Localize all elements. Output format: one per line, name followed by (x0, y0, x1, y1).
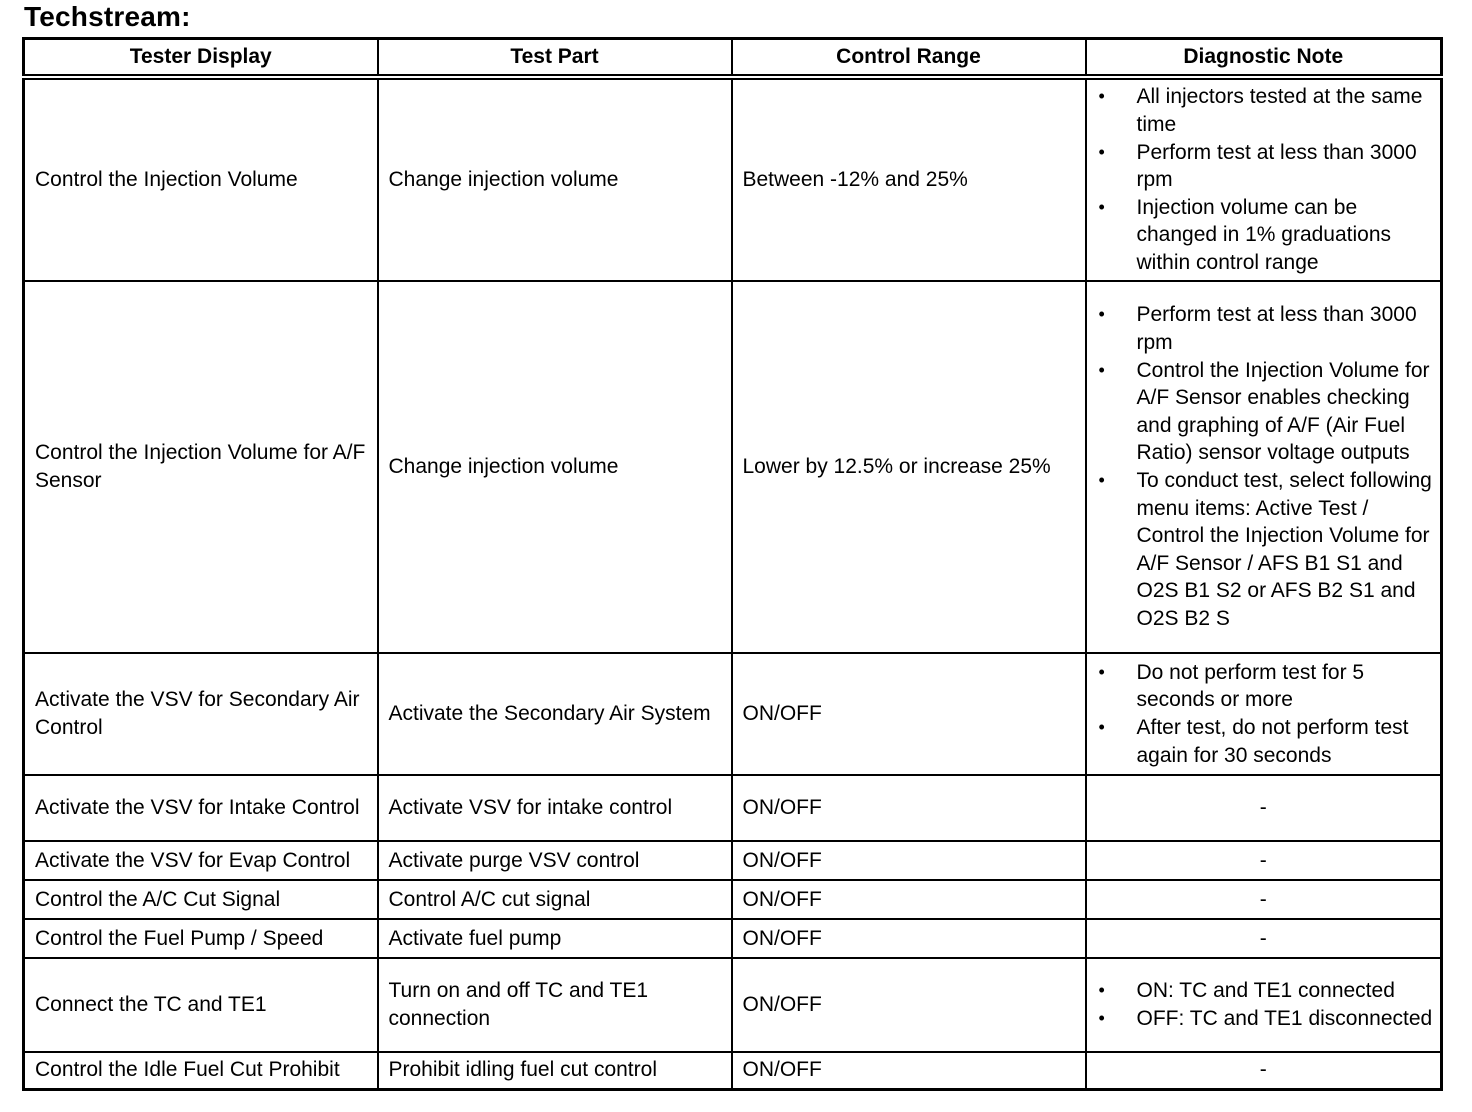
table-row (24, 653, 1442, 775)
cell-tester-display: Control the Fuel Pump / Speed (24, 919, 378, 958)
cell-test-part: Control A/C cut signal (378, 880, 732, 919)
note-item: • Injection volume can be changed in 1% graduations within control range (1097, 194, 1435, 277)
table-row (24, 1052, 1442, 1089)
cell-control-range: Between -12% and 25% (732, 77, 1086, 281)
note-item: • Do not perform test for 5 seconds or more (1097, 659, 1435, 714)
cell-tester-display: Control the Injection Volume for A/F Sensor (24, 281, 378, 653)
cell-diagnostic-note: - (1086, 775, 1442, 841)
table-row (24, 919, 1442, 958)
table-row (24, 775, 1442, 841)
active-test-table (22, 37, 1443, 1091)
cell-tester-display: Activate the VSV for Evap Control (24, 841, 378, 880)
note-item: • All injectors tested at the same time (1097, 83, 1435, 138)
cell-tester-display: Control the Injection Volume (24, 77, 378, 281)
table-row (24, 77, 1442, 281)
cell-control-range: ON/OFF (732, 919, 1086, 958)
cell-diagnostic-note (1086, 958, 1442, 1052)
header-diagnostic-note: Diagnostic Note (1086, 39, 1442, 78)
note-list (1097, 301, 1435, 632)
table-row (24, 958, 1442, 1052)
cell-control-range: Lower by 12.5% or increase 25% (732, 281, 1086, 653)
cell-diagnostic-note: - (1086, 919, 1442, 958)
note-list (1097, 659, 1435, 769)
note-list (1097, 977, 1435, 1032)
cell-tester-display: Activate the VSV for Secondary Air Control (24, 653, 378, 775)
header-tester-display: Tester Display (24, 39, 378, 78)
cell-diagnostic-note: - (1086, 880, 1442, 919)
cell-test-part: Change injection volume (378, 281, 732, 653)
cell-tester-display: Connect the TC and TE1 (24, 958, 378, 1052)
table-row (24, 841, 1442, 880)
cell-tester-display: Control the Idle Fuel Cut Prohibit (24, 1052, 378, 1089)
cell-control-range: ON/OFF (732, 775, 1086, 841)
cell-test-part: Activate purge VSV control (378, 841, 732, 880)
note-item: • After test, do not perform test again for 30 seconds (1097, 714, 1435, 769)
cell-diagnostic-note (1086, 281, 1442, 653)
cell-test-part: Activate VSV for intake control (378, 775, 732, 841)
cell-control-range: ON/OFF (732, 653, 1086, 775)
cell-test-part: Activate fuel pump (378, 919, 732, 958)
page-title: Techstream: (24, 1, 191, 32)
cell-control-range: ON/OFF (732, 1052, 1086, 1089)
header-control-range: Control Range (732, 39, 1086, 78)
cell-tester-display: Control the A/C Cut Signal (24, 880, 378, 919)
note-item: • Perform test at less than 3000 rpm (1097, 301, 1435, 356)
note-item: • Control the Injection Volume for A/F Sensor enables checking and graphing of A/F (Air Fuel Ratio) sensor voltage outputs (1097, 357, 1435, 467)
header-test-part: Test Part (378, 39, 732, 78)
cell-test-part: Change injection volume (378, 77, 732, 281)
note-list (1097, 83, 1435, 276)
note-item: • To conduct test, select following menu items: Active Test / Control the Injection Volume for A/F Sensor / AFS B1 S1 and O2S B1 S2 or AFS B2 S1 and O2S B2 S (1097, 467, 1435, 633)
cell-control-range: ON/OFF (732, 958, 1086, 1052)
cell-diagnostic-note: - (1086, 1052, 1442, 1089)
cell-test-part: Prohibit idling fuel cut control (378, 1052, 732, 1089)
cell-diagnostic-note (1086, 653, 1442, 775)
note-item: • ON: TC and TE1 connected (1097, 977, 1435, 1005)
cell-test-part: Activate the Secondary Air System (378, 653, 732, 775)
table-row (24, 880, 1442, 919)
note-item: • OFF: TC and TE1 disconnected (1097, 1005, 1435, 1033)
table-row (24, 281, 1442, 653)
cell-diagnostic-note: - (1086, 841, 1442, 880)
cell-test-part: Turn on and off TC and TE1 connection (378, 958, 732, 1052)
note-item: • Perform test at less than 3000 rpm (1097, 139, 1435, 194)
cell-control-range: ON/OFF (732, 880, 1086, 919)
cell-control-range: ON/OFF (732, 841, 1086, 880)
cell-tester-display: Activate the VSV for Intake Control (24, 775, 378, 841)
cell-diagnostic-note (1086, 77, 1442, 281)
table-header-row (24, 39, 1442, 78)
